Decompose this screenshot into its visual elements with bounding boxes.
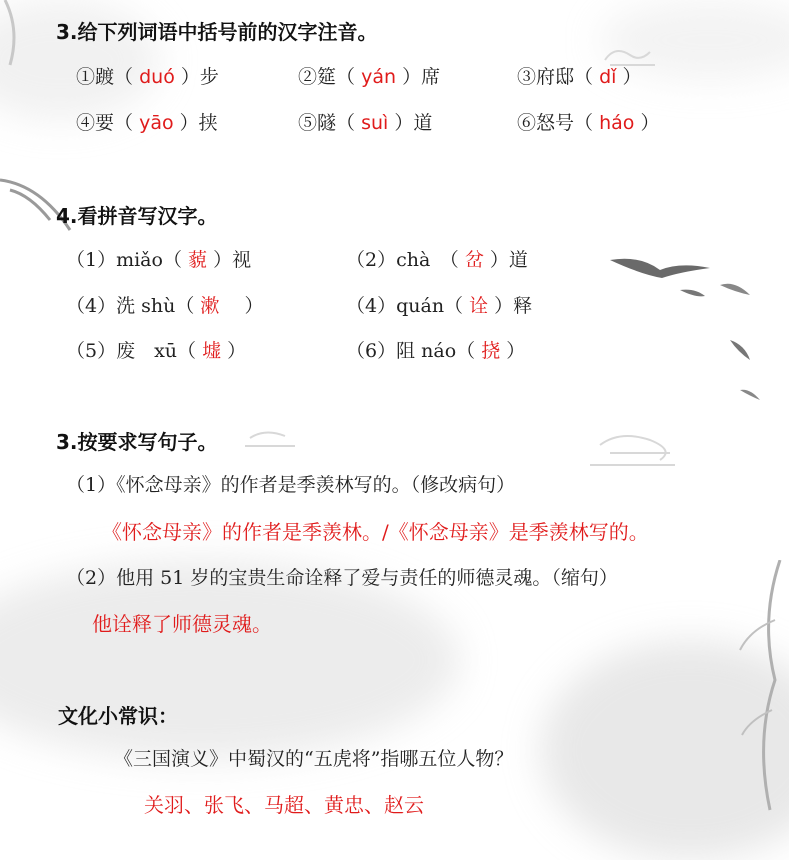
answer-text: suì	[361, 112, 389, 134]
answer-text: 藐	[188, 249, 208, 271]
hanzi-item-4: （4）quán（ 诠 ）释	[346, 295, 533, 317]
answer-1: 《怀念母亲》的作者是季羡林。/《怀念母亲》是季羡林写的。	[102, 520, 649, 544]
answer-text: háo	[599, 112, 635, 134]
cloud-swirl-icon	[580, 425, 690, 475]
hanzi-item-6: （6）阻 náo（ 挠 ）	[346, 340, 526, 362]
section-title: 文化小常识：	[58, 704, 178, 728]
pinyin-item-5: ⑤隧（ suì ）道	[298, 112, 433, 134]
hanzi-item-5: （5）废 xū（ 墟 ）	[66, 340, 247, 362]
pinyin-item-2: ②筵（ yán ）席	[298, 66, 441, 88]
answer-text: yāo	[139, 112, 174, 134]
hanzi-item-2: （2）chà （ 岔 ）道	[346, 249, 528, 271]
answer-text: yán	[361, 66, 397, 88]
ink-wash-background	[540, 640, 789, 860]
section-title: 4.看拼音写汉字。	[56, 204, 218, 228]
answer-2: 他诠释了师德灵魂。	[92, 612, 272, 636]
pinyin-item-4: ④要（ yāo ）挟	[76, 112, 218, 134]
branch-icon	[0, 0, 60, 70]
answer-text: dǐ	[599, 66, 617, 88]
answer-text: 诠	[469, 295, 489, 317]
section-title: 3.按要求写句子。	[56, 430, 218, 454]
culture-question: 《三国演义》中蜀汉的“五虎将”指哪五位人物？	[114, 748, 514, 770]
answer-text: duó	[139, 66, 175, 88]
answer-text: 墟	[202, 340, 222, 362]
answer-text: 岔	[464, 249, 484, 271]
hanzi-item-1: （1）miǎo（ 藐 ）视	[66, 249, 252, 271]
branch-icon	[720, 560, 789, 820]
hanzi-item-3: （4）洗 shù（ 漱 ）	[66, 295, 264, 317]
answer-text: 挠	[481, 340, 501, 362]
flying-birds-icon	[600, 240, 780, 420]
question-2: （2）他用 51 岁的宝贵生命诠释了爱与责任的师德灵魂。（缩句）	[66, 567, 618, 589]
pinyin-item-6: ⑥怒号（ háo ）	[517, 112, 660, 134]
pinyin-item-1: ①踱（ duó ）步	[76, 66, 219, 88]
answer-text: 漱	[200, 295, 220, 317]
section-title: 3.给下列词语中括号前的汉字注音。	[56, 20, 378, 44]
ink-wash-background	[0, 560, 460, 760]
pinyin-item-3: ③府邸（ dǐ ）	[517, 66, 642, 88]
cloud-swirl-icon	[240, 428, 300, 452]
question-1: （1）《怀念母亲》的作者是季羡林写的。（修改病句）	[66, 474, 516, 496]
culture-answer: 关羽、张飞、马超、黄忠、赵云	[144, 793, 424, 817]
